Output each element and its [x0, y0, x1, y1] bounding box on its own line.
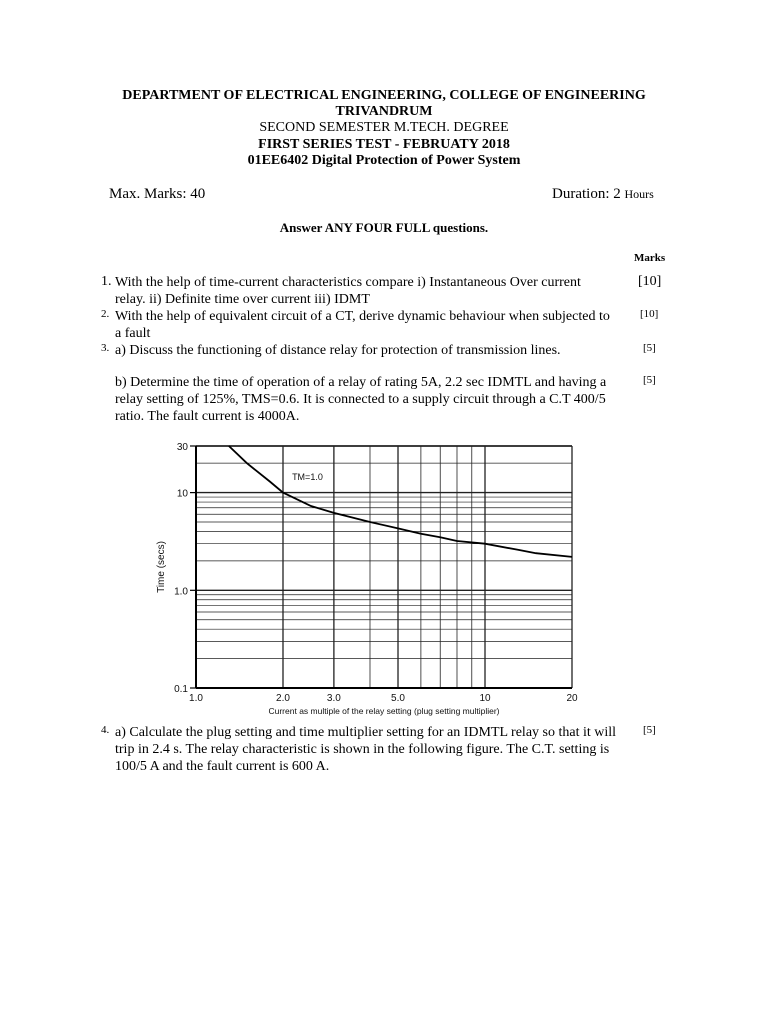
question-1-number: 1. — [101, 274, 112, 289]
question-4-line-2: trip in 2.4 s. The relay characteristic is shown in the following figure. The C.T. setting is — [115, 742, 610, 757]
y-tick-label: 30 — [176, 442, 188, 453]
x-tick-label: 5.0 — [391, 693, 405, 704]
question-3b-line-2: relay setting of 125%, TMS=0.6. It is connected to a supply circuit through a C.T 400/5 — [115, 392, 606, 407]
y-tick-label: 0.1 — [174, 684, 188, 695]
question-3-number: 3. — [101, 342, 110, 354]
question-3-part-b — [115, 374, 625, 425]
question-4-line-1: a) Calculate the plug setting and time multiplier setting for an IDMTL relay so that it will — [115, 725, 617, 740]
header-test-title: FIRST SERIES TEST - FEBRUATY 2018 — [258, 137, 510, 152]
instructions: Answer ANY FOUR FULL questions. — [279, 220, 489, 235]
question-4-line-3: 100/5 A and the fault current is 600 A. — [115, 759, 330, 774]
question-1-text — [115, 274, 625, 308]
question-2-text — [115, 308, 625, 342]
question-4-text — [115, 724, 625, 775]
y-tick-label: 1.0 — [174, 586, 188, 598]
x-tick-label: 1.0 — [189, 693, 203, 704]
y-tick-label: 10 — [176, 488, 188, 500]
header-course: 01EE6402 Digital Protection of Power System — [247, 153, 521, 168]
x-axis-label: Current as multiple of the relay setting (plug setting multiplier) — [268, 706, 500, 716]
question-1-marks: [10] — [638, 274, 662, 289]
y-axis-label: Time (secs) — [156, 541, 167, 593]
question-3-part-a: a) Discuss the functioning of distance relay for protection of transmission lines. — [115, 343, 561, 358]
series-curve-tm-1 — [229, 446, 572, 557]
question-3b-line-1: b) Determine the time of operation of a relay of rating 5A, 2.2 sec IDMTL and having a — [115, 375, 607, 390]
question-2-line-1: With the help of equivalent circuit of a CT, derive dynamic behaviour when subjected to — [115, 309, 610, 324]
header-department: DEPARTMENT OF ELECTRICAL ENGINEERING, COLLEGE OF ENGINEERING — [122, 88, 646, 103]
x-tick-label: 20 — [566, 693, 578, 704]
series-label-tm: TM=1.0 — [292, 471, 323, 482]
x-tick-label: 2.0 — [276, 693, 290, 704]
question-1-line-1: With the help of time-current characteristics compare i) Instantaneous Over current — [115, 275, 581, 290]
question-2-number: 2. — [101, 308, 110, 320]
question-2-line-2: a fault — [115, 326, 151, 341]
max-marks: Max. Marks: 40 — [109, 186, 206, 202]
duration-label: Duration: 2 — [552, 186, 621, 202]
question-2-marks: [10] — [640, 308, 659, 320]
question-3-marks-b: [5] — [643, 374, 656, 386]
question-1-line-2: relay. ii) Definite time over current iii) IDMT — [115, 292, 370, 307]
question-3-marks-a: [5] — [643, 342, 656, 354]
header-college: TRIVANDRUM — [335, 104, 433, 119]
question-3b-line-3: ratio. The fault current is 4000A. — [115, 409, 300, 424]
x-tick-label: 3.0 — [326, 693, 341, 704]
header-semester: SECOND SEMESTER M.TECH. DEGREE — [259, 120, 509, 135]
x-tick-label: 10 — [479, 693, 491, 704]
duration-unit: Hours — [624, 187, 654, 201]
duration — [552, 186, 654, 203]
question-4-number: 4. — [101, 724, 110, 736]
idmt-characteristic-chart — [150, 436, 600, 721]
marks-header: Marks — [634, 252, 666, 264]
question-4-marks: [5] — [643, 724, 656, 736]
